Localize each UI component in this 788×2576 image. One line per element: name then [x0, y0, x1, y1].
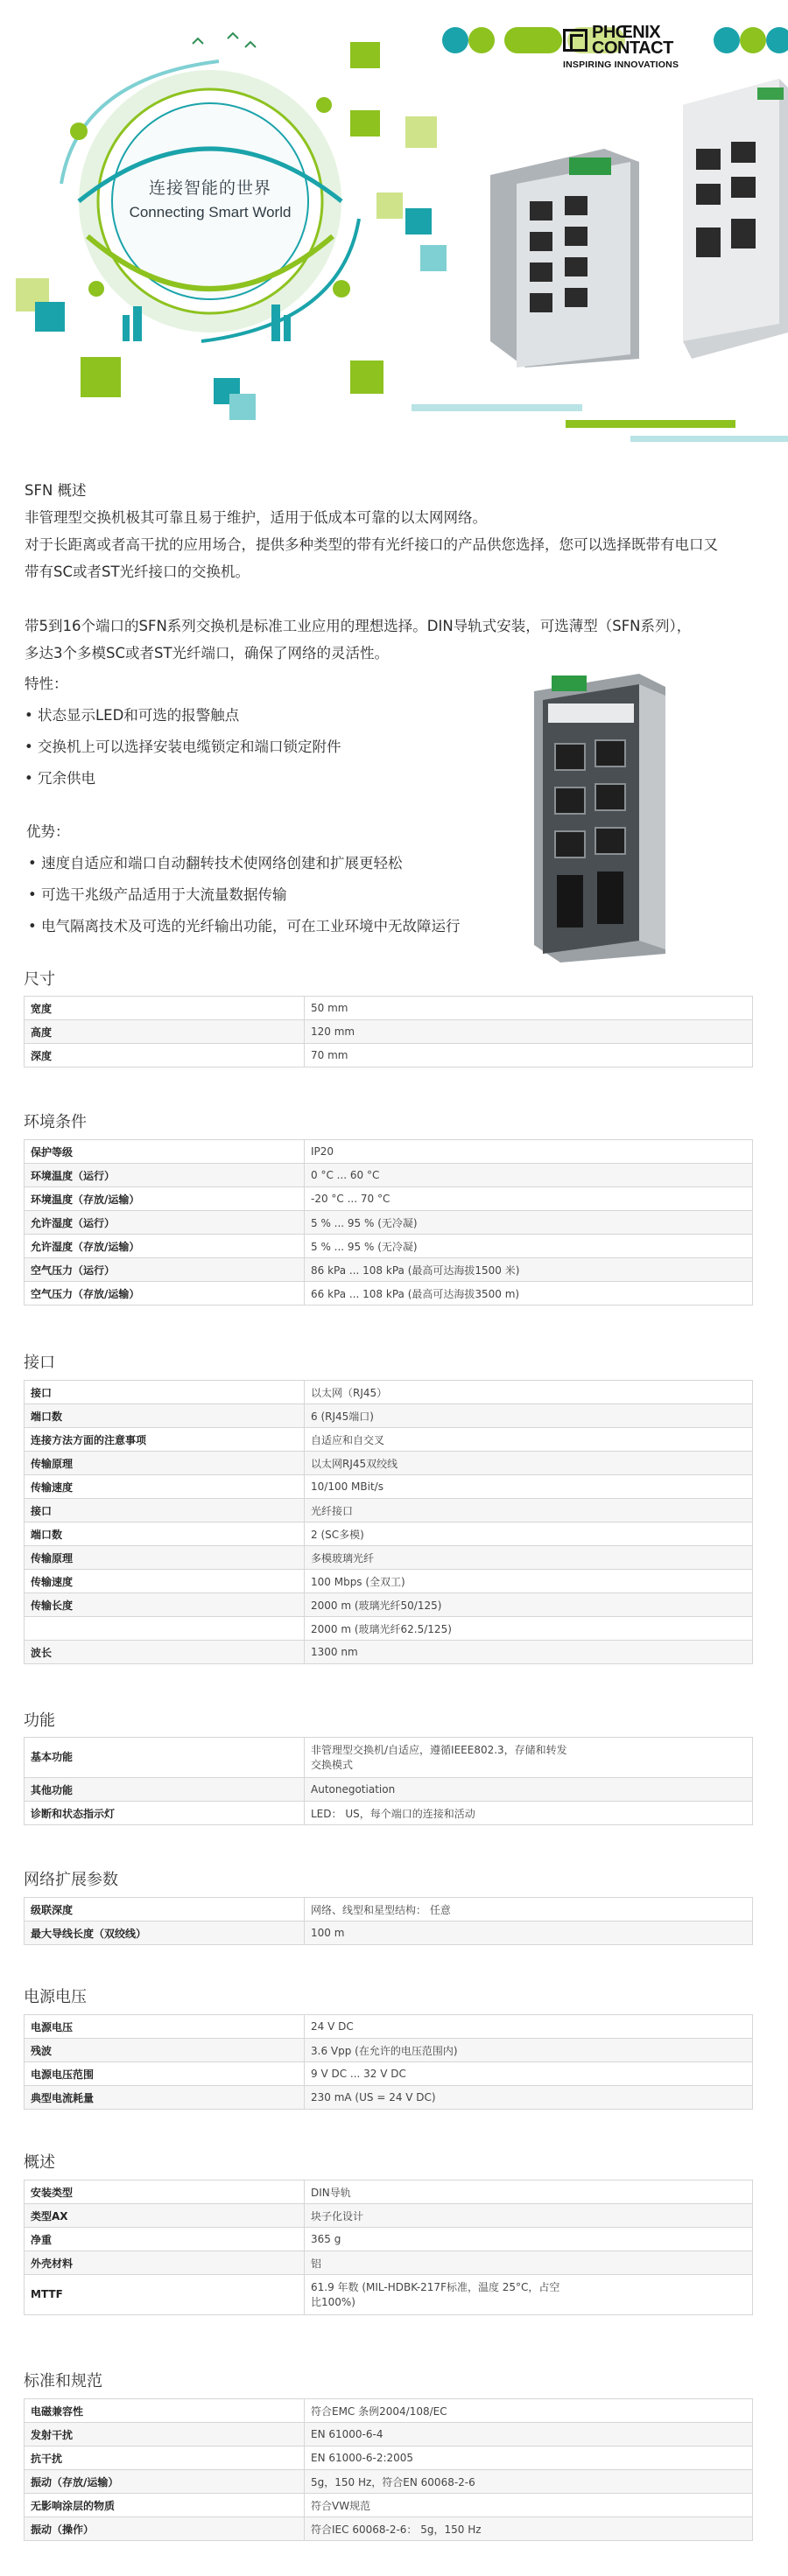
intro-paragraph-3b: 多达3个多模SC或者ST光纤端口，确保了网络的灵活性。 [25, 645, 390, 662]
table-row [25, 1778, 753, 1802]
spec-value: 2000 m (玻璃光纤50/125) [305, 1593, 753, 1617]
spec-key: 发射干扰 [25, 2423, 305, 2446]
table-row [25, 997, 753, 1020]
spec-key: 安装类型 [25, 2180, 305, 2204]
section-title: 电源电压 [24, 1988, 87, 2006]
decor-square [420, 245, 447, 271]
switch-devices-image [490, 79, 788, 368]
spec-key: 振动（操作） [25, 2517, 305, 2541]
logo-line2: CONTACT [592, 38, 673, 58]
table-row [25, 2517, 753, 2541]
table-row [25, 2086, 753, 2110]
spec-value-line: 交换模式 [311, 1758, 354, 1771]
spec-value: 以太网（RJ45） [305, 1381, 753, 1404]
spec-key: 保护等级 [25, 1140, 305, 1164]
section-title: 网络扩展参数 [24, 1871, 118, 1889]
spec-key [25, 1617, 305, 1641]
spec-table-network-expansion [24, 1897, 753, 1945]
advantages-title: 优势： [26, 823, 70, 840]
spec-table-overview [24, 2180, 753, 2315]
table-row [25, 1546, 753, 1570]
table-row [25, 1258, 753, 1282]
spec-value: 24 V DC [305, 2015, 753, 2039]
spec-table-function [24, 1737, 753, 1825]
spec-table-environment [24, 1139, 753, 1306]
table-row [25, 1617, 753, 1641]
spec-value-line: 61.9 年数 (MIL-HDBK-217F标准，温度 25°C，占空 [311, 2280, 560, 2293]
spec-key: MTTF [25, 2275, 305, 2315]
spec-value [305, 1738, 753, 1778]
table-row [25, 2062, 753, 2086]
globe-title-en: Connecting Smart World [129, 204, 292, 220]
spec-value: 100 Mbps (全双工) [305, 1570, 753, 1593]
spec-key: 振动（存放/运输） [25, 2470, 305, 2494]
section-title: 功能 [24, 1712, 55, 1730]
table-row [25, 1802, 753, 1825]
table-row [25, 1404, 753, 1428]
logo-line1: PHŒNIX [592, 23, 661, 42]
spec-value: 70 mm [305, 1044, 753, 1068]
spec-key: 传输原理 [25, 1546, 305, 1570]
spec-value: 符合IEC 60068-2-6： 5g，150 Hz [305, 2517, 753, 2541]
table-row [25, 1381, 753, 1404]
table-row [25, 1641, 753, 1664]
spec-value: 10/100 MBit/s [305, 1475, 753, 1499]
spec-value: 5g，150 Hz，符合EN 60068-2-6 [305, 2470, 753, 2494]
spec-value: 120 mm [305, 1020, 753, 1044]
spec-key: 诊断和状态指示灯 [25, 1802, 305, 1825]
table-row [25, 1593, 753, 1617]
spec-value: 2 (SC多模) [305, 1522, 753, 1546]
intro-paragraph-2a: 对于长距离或者高干扰的应用场合，提供多种类型的带有光纤接口的产品供您选择，您可以选择既带有电口又 [25, 536, 718, 553]
intro-paragraph-2b: 带有SC或者ST光纤接口的交换机。 [25, 564, 250, 580]
table-row [25, 1140, 753, 1164]
spec-key: 传输速度 [25, 1570, 305, 1593]
table-row [25, 2275, 753, 2315]
spec-value: 3.6 Vpp (在允许的电压范围内) [305, 2039, 753, 2062]
spec-table-power-supply [24, 2014, 753, 2110]
spec-key: 电源电压 [25, 2015, 305, 2039]
spec-value: 50 mm [305, 997, 753, 1020]
phoenix-contact-logo [563, 24, 703, 79]
globe-illustration [26, 26, 394, 376]
spec-key: 接口 [25, 1499, 305, 1522]
spec-key: 电源电压范围 [25, 2062, 305, 2086]
table-row [25, 1211, 753, 1235]
table-row [25, 2470, 753, 2494]
spec-value: 网络、线型和星型结构： 任意 [305, 1898, 753, 1922]
decor-bar [630, 436, 788, 442]
decor-square [229, 394, 256, 420]
spec-value: DIN导轨 [305, 2180, 753, 2204]
decor-square [405, 208, 432, 234]
intro-title: SFN 概述 [25, 482, 87, 499]
spec-key: 外壳材料 [25, 2251, 305, 2275]
table-row [25, 1522, 753, 1546]
spec-value: 光纤接口 [305, 1499, 753, 1522]
spec-value-line: 非管理型交换机/自适应，遵循IEEE802.3，存储和转发 [311, 1743, 567, 1756]
spec-key: 深度 [25, 1044, 305, 1068]
table-row [25, 2399, 753, 2423]
spec-key: 传输长度 [25, 1593, 305, 1617]
spec-value: 5 % ... 95 % (无冷凝) [305, 1235, 753, 1258]
table-row [25, 2251, 753, 2275]
table-row [25, 1282, 753, 1306]
spec-key: 典型电流耗量 [25, 2086, 305, 2110]
table-row [25, 1235, 753, 1258]
spec-key: 环境温度（存放/运输） [25, 1187, 305, 1211]
spec-table-interface [24, 1380, 753, 1664]
intro-paragraph-3a: 带5到16个端口的SFN系列交换机是标准工业应用的理想选择。DIN导轨式安装，可选薄型（SFN系列）， [25, 618, 692, 634]
header-banner [0, 0, 788, 455]
spec-key: 传输原理 [25, 1452, 305, 1475]
spec-key: 宽度 [25, 997, 305, 1020]
table-row [25, 1475, 753, 1499]
decor-bar [412, 404, 582, 411]
spec-value [305, 2275, 753, 2315]
logo-tagline: INSPIRING INNOVATIONS [563, 60, 679, 70]
advantage-item: • 速度自适应和端口自动翻转技术使网络创建和扩展更轻松 [28, 855, 403, 872]
table-row [25, 2015, 753, 2039]
spec-key: 其他功能 [25, 1778, 305, 1802]
spec-key: 空气压力（运行） [25, 1258, 305, 1282]
decor-square [405, 116, 437, 148]
spec-value: 铝 [305, 2251, 753, 2275]
spec-key: 允许湿度（运行） [25, 1211, 305, 1235]
spec-key: 端口数 [25, 1404, 305, 1428]
advantage-item: • 电气隔离技术及可选的光纤输出功能，可在工业环境中无故障运行 [28, 918, 461, 934]
spec-key: 端口数 [25, 1522, 305, 1546]
spec-key: 允许湿度（存放/运输） [25, 1235, 305, 1258]
feature-item: • 交换机上可以选择安装电缆锁定和端口锁定附件 [25, 738, 341, 755]
section-title: 尺寸 [24, 970, 55, 989]
section-title: 概述 [24, 2153, 55, 2172]
spec-value: 以太网RJ45双绞线 [305, 1452, 753, 1475]
table-row [25, 1044, 753, 1068]
table-row [25, 1738, 753, 1778]
table-row [25, 1499, 753, 1522]
spec-key: 波长 [25, 1641, 305, 1664]
table-row [25, 1452, 753, 1475]
section-title: 接口 [24, 1354, 55, 1372]
spec-key: 级联深度 [25, 1898, 305, 1922]
spec-value: 符合EMC 条例2004/108/EC [305, 2399, 753, 2423]
spec-key: 连接方法方面的注意事项 [25, 1428, 305, 1452]
spec-value: 6 (RJ45端口) [305, 1404, 753, 1428]
table-row [25, 2494, 753, 2517]
spec-key: 无影响涂层的物质 [25, 2494, 305, 2517]
spec-value: -20 °C ... 70 °C [305, 1187, 753, 1211]
spec-value: 86 kPa ... 108 kPa (最高可达海拔1500 米) [305, 1258, 753, 1282]
feature-item: • 状态显示LED和可选的报警触点 [25, 707, 240, 724]
spec-value: 9 V DC ... 32 V DC [305, 2062, 753, 2086]
spec-key: 残波 [25, 2039, 305, 2062]
table-row [25, 2228, 753, 2251]
spec-key: 环境温度（运行） [25, 1164, 305, 1187]
globe-title-cn: 连接智能的世界 [148, 178, 271, 198]
table-row [25, 2180, 753, 2204]
spec-value-line: 比100%) [311, 2295, 355, 2308]
spec-value: 0 °C ... 60 °C [305, 1164, 753, 1187]
spec-value: LED： US，每个端口的连接和活动 [305, 1802, 753, 1825]
intro-paragraph-1: 非管理型交换机极其可靠且易于维护，适用于低成本可靠的以太网网络。 [25, 509, 487, 526]
table-row [25, 2423, 753, 2446]
spec-value: EN 61000-6-4 [305, 2423, 753, 2446]
table-row [25, 2204, 753, 2228]
feature-item: • 冗余供电 [25, 770, 95, 787]
spec-value: 5 % ... 95 % (无冷凝) [305, 1211, 753, 1235]
spec-key: 最大导线长度（双绞线） [25, 1922, 305, 1945]
spec-table-standards [24, 2398, 753, 2541]
spec-value: 2000 m (玻璃光纤62.5/125) [305, 1617, 753, 1641]
spec-key: 类型AX [25, 2204, 305, 2228]
spec-value: EN 61000-6-2:2005 [305, 2446, 753, 2470]
spec-key: 抗干扰 [25, 2446, 305, 2470]
table-row [25, 1898, 753, 1922]
table-row [25, 2446, 753, 2470]
table-row [25, 1570, 753, 1593]
spec-value: 100 m [305, 1922, 753, 1945]
spec-value: 365 g [305, 2228, 753, 2251]
table-row [25, 1164, 753, 1187]
spec-key: 基本功能 [25, 1738, 305, 1778]
spec-value: 符合VW规范 [305, 2494, 753, 2517]
spec-key: 接口 [25, 1381, 305, 1404]
spec-value: 块子化设计 [305, 2204, 753, 2228]
spec-key: 传输速度 [25, 1475, 305, 1499]
table-row [25, 1187, 753, 1211]
table-row [25, 1428, 753, 1452]
spec-value: 多模玻璃光纤 [305, 1546, 753, 1570]
spec-key: 高度 [25, 1020, 305, 1044]
features-title: 特性： [25, 676, 68, 692]
table-row [25, 1922, 753, 1945]
spec-value: 自适应和自交叉 [305, 1428, 753, 1452]
section-title: 标准和规范 [24, 2372, 102, 2390]
spec-value: 1300 nm [305, 1641, 753, 1664]
table-row [25, 2039, 753, 2062]
spec-value: 66 kPa ... 108 kPa (最高可达海拔3500 m) [305, 1282, 753, 1306]
product-photo [525, 665, 674, 962]
advantage-item: • 可选干兆级产品适用于大流量数据传输 [28, 886, 287, 903]
table-row [25, 1020, 753, 1044]
spec-key: 空气压力（存放/运输） [25, 1282, 305, 1306]
spec-value: IP20 [305, 1140, 753, 1164]
spec-value: Autonegotiation [305, 1778, 753, 1802]
spec-table-dimensions [24, 996, 753, 1068]
logo-mark-icon [563, 29, 587, 52]
spec-value: 230 mA (US = 24 V DC) [305, 2086, 753, 2110]
spec-key: 电磁兼容性 [25, 2399, 305, 2423]
decor-bar [566, 420, 735, 428]
spec-key: 净重 [25, 2228, 305, 2251]
section-title: 环境条件 [24, 1113, 87, 1131]
